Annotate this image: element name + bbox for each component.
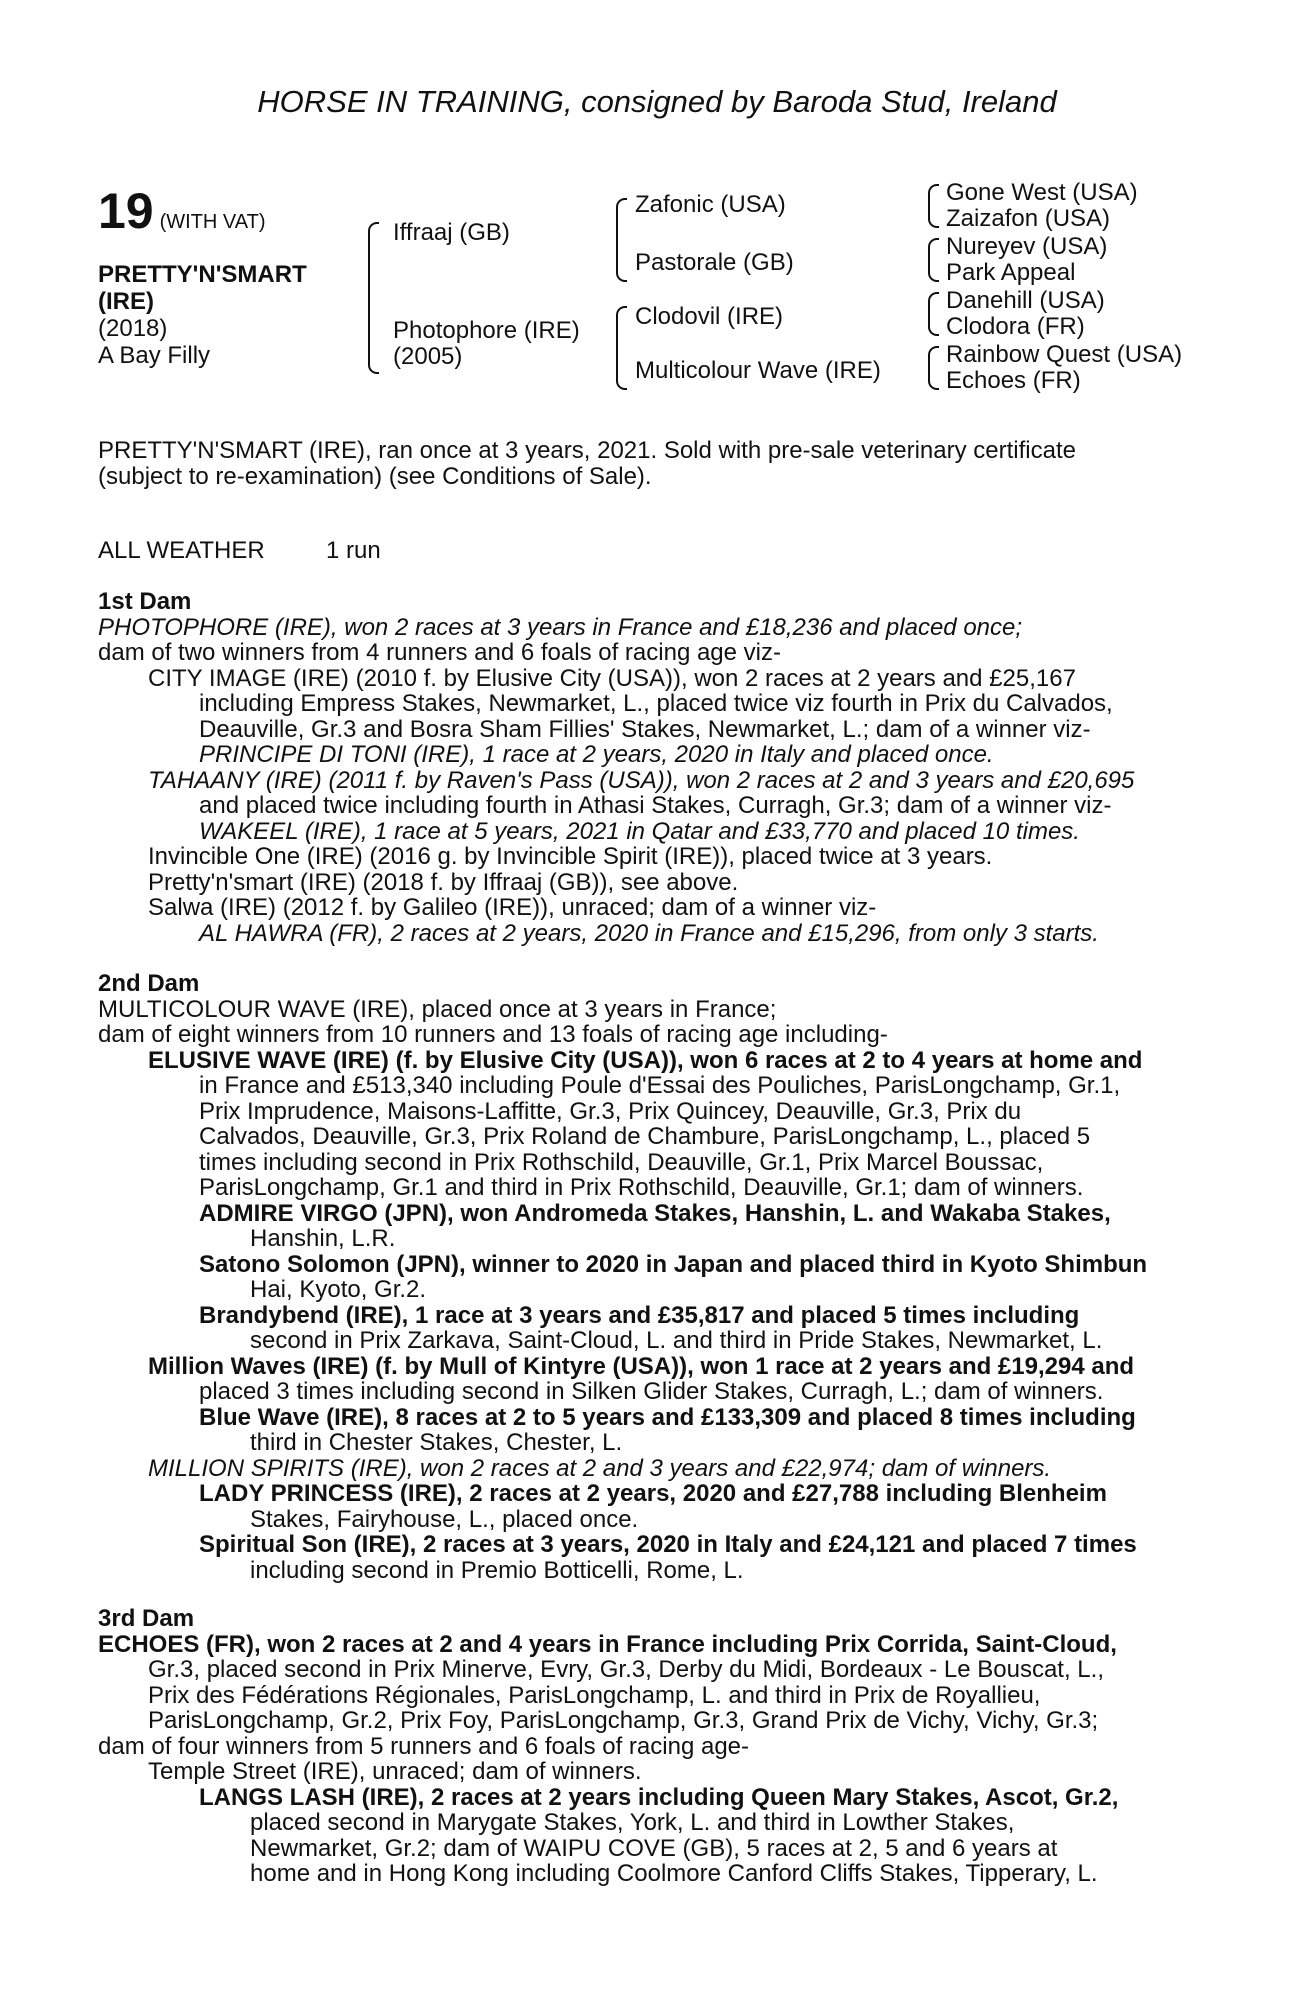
first-dam-line: Invincible One (IRE) (2016 g. by Invincible Spirit (IRE)), placed twice at 3 years.: [148, 843, 993, 870]
first-dam-line: WAKEEL (IRE), 1 race at 5 years, 2021 in Qatar and £33,770 and placed 10 times.: [199, 817, 1080, 845]
pedigree-dds: Rainbow Quest (USA): [946, 341, 1183, 368]
third-dam-section: [98, 1606, 1200, 1887]
pedigree-dsd: Clodora (FR): [946, 313, 1085, 340]
second-dam-line: ELUSIVE WAVE (IRE) (f. by Elusive City (USA)), won 6 races at 2 to 4 years at home and: [148, 1046, 1143, 1074]
second-dam-line: Hanshin, L.R.: [250, 1225, 396, 1252]
first-dam-line: and placed twice including fourth in Athasi Stakes, Curragh, Gr.3; dam of a winner viz-: [199, 792, 1112, 819]
pedigree-sire-dam: Pastorale (GB): [635, 249, 794, 276]
second-dam-line: Satono Solomon (JPN), winner to 2020 in Japan and placed third in Kyoto Shimbun: [199, 1250, 1148, 1278]
third-dam-line: Gr.3, placed second in Prix Minerve, Evry, Gr.3, Derby du Midi, Bordeaux - Le Bouscat, L.,: [148, 1656, 1104, 1683]
third-dam-line: Newmarket, Gr.2; dam of WAIPU COVE (GB), 5 races at 2, 5 and 6 years at: [250, 1834, 1058, 1862]
second-dam-line: Hai, Kyoto, Gr.2.: [250, 1276, 427, 1303]
pedigree-sds: Nureyev (USA): [946, 233, 1108, 260]
second-dam-line: Million Waves (IRE) (f. by Mull of Kintyre (USA)), won 1 race at 2 years and £19,294 and: [148, 1352, 1135, 1380]
lot-number-block: [98, 183, 266, 239]
pedigree-brace-dam: [616, 306, 627, 390]
third-dam-line: ECHOES (FR), won 2 races at 2 and 4 years in France including Prix Corrida, Saint-Cloud,: [98, 1630, 1117, 1658]
first-dam-heading: 1st Dam: [98, 588, 192, 615]
foaling-year: (2018): [98, 315, 168, 342]
pedigree-ddd: Echoes (FR): [946, 367, 1081, 394]
pedigree-dam-sire: Clodovil (IRE): [635, 303, 784, 330]
first-dam-line: Pretty'n'smart (IRE) (2018 f. by Iffraaj (GB)), see above.: [148, 868, 739, 896]
third-dam-line: placed second in Marygate Stakes, York, L. and third in Lowther Stakes,: [250, 1809, 1015, 1836]
pedigree-sss: Gone West (USA): [946, 179, 1138, 206]
second-dam-section: [98, 971, 1200, 1583]
first-dam-line: dam of two winners from 4 runners and 6 foals of racing age viz-: [98, 639, 781, 666]
intro-line-1: PRETTY'N'SMART (IRE), ran once at 3 years, 2021. Sold with pre-sale veterinary certificate: [98, 437, 1076, 464]
second-dam-heading: 2nd Dam: [98, 970, 200, 997]
first-dam-line: PHOTOPHORE (IRE), won 2 races at 3 years in France and £18,236 and placed once;: [98, 613, 1023, 641]
first-dam-line: CITY IMAGE (IRE) (2010 f. by Elusive City (USA)), won 2 races at 2 years and £25,167: [148, 664, 1076, 692]
second-dam-line: MILLION SPIRITS (IRE), won 2 races at 2 and 3 years and £22,974; dam of winners.: [148, 1454, 1052, 1482]
first-dam-line: Salwa (IRE) (2012 f. by Galileo (IRE)), unraced; dam of a winner viz-: [148, 894, 877, 921]
third-dam-line: dam of four winners from 5 runners and 6 foals of racing age-: [98, 1732, 749, 1760]
pedigree-brace-col1: [368, 222, 379, 374]
vat-note: (WITH VAT): [159, 211, 266, 233]
pedigree-brace-dd: [928, 346, 939, 390]
third-dam-line: Prix des Fédérations Régionales, ParisLongchamp, L. and third in Prix de Royallieu,: [148, 1681, 1041, 1709]
second-dam-line: Calvados, Deauville, Gr.3, Prix Roland de Chambure, ParisLongchamp, L., placed 5: [199, 1123, 1091, 1150]
pedigree-brace-sire: [616, 198, 627, 282]
pedigree-sdd: Park Appeal: [946, 259, 1076, 286]
second-dam-line: ParisLongchamp, Gr.1 and third in Prix Rothschild, Deauville, Gr.1; dam of winners.: [199, 1174, 1084, 1201]
third-dam-line: LANGS LASH (IRE), 2 races at 2 years including Queen Mary Stakes, Ascot, Gr.2,: [199, 1783, 1119, 1811]
second-dam-line: LADY PRINCESS (IRE), 2 races at 2 years, 2020 and £27,788 including Blenheim: [199, 1480, 1107, 1507]
pedigree-sire: Iffraaj (GB): [393, 219, 510, 246]
second-dam-line: placed 3 times including second in Silken Glider Stakes, Curragh, L.; dam of winners.: [199, 1378, 1104, 1405]
horse-description: A Bay Filly: [98, 342, 211, 369]
intro-line-2: (subject to re-examination) (see Conditions of Sale).: [98, 463, 652, 490]
second-dam-line: in France and £513,340 including Poule d'Essai des Pouliches, ParisLongchamp, Gr.1,: [199, 1072, 1121, 1099]
record-label: ALL WEATHER: [98, 537, 265, 564]
pedigree-dss: Danehill (USA): [946, 287, 1105, 314]
first-dam-line: including Empress Stakes, Newmarket, L., placed twice viz fourth in Prix du Calvados,: [199, 690, 1113, 717]
first-dam-section: [98, 589, 1200, 946]
second-dam-line: Prix Imprudence, Maisons-Laffitte, Gr.3, Prix Quincey, Deauville, Gr.3, Prix du: [199, 1097, 1022, 1125]
first-dam-line: PRINCIPE DI TONI (IRE), 1 race at 2 years, 2020 in Italy and placed once.: [199, 741, 994, 768]
pedigree-brace-ds: [928, 292, 939, 336]
second-dam-line: including second in Premio Botticelli, Rome, L.: [250, 1556, 744, 1584]
second-dam-line: dam of eight winners from 10 runners and 13 foals of racing age including-: [98, 1021, 888, 1048]
second-dam-line: Spiritual Son (IRE), 2 races at 3 years, 2020 in Italy and £24,121 and placed 7 times: [199, 1531, 1137, 1558]
horse-name-suffix: (IRE): [98, 288, 154, 315]
first-dam-line: Deauville, Gr.3 and Bosra Sham Fillies' Stakes, Newmarket, L.; dam of a winner viz-: [199, 715, 1091, 743]
second-dam-line: ADMIRE VIRGO (JPN), won Andromeda Stakes, Hanshin, L. and Wakaba Stakes,: [199, 1199, 1111, 1227]
second-dam-line: times including second in Prix Rothschild, Deauville, Gr.1, Prix Marcel Boussac,: [199, 1148, 1044, 1176]
second-dam-line: second in Prix Zarkava, Saint-Cloud, L. and third in Pride Stakes, Newmarket, L.: [250, 1327, 1103, 1354]
pedigree-dam-year: (2005): [393, 343, 463, 370]
third-dam-line: home and in Hong Kong including Coolmore Canford Cliffs Stakes, Tipperary, L.: [250, 1860, 1098, 1887]
second-dam-line: Stakes, Fairyhouse, L., placed once.: [250, 1505, 639, 1533]
second-dam-line: MULTICOLOUR WAVE (IRE), placed once at 3 years in France;: [98, 995, 777, 1023]
record-value: 1 run: [326, 537, 381, 564]
third-dam-line: Temple Street (IRE), unraced; dam of winners.: [148, 1758, 642, 1785]
pedigree-sire-sire: Zafonic (USA): [635, 191, 786, 218]
pedigree-dam: Photophore (IRE): [393, 317, 580, 344]
pedigree-brace-sd: [928, 238, 939, 282]
second-dam-line: third in Chester Stakes, Chester, L.: [250, 1429, 623, 1456]
pedigree-ssd: Zaizafon (USA): [946, 205, 1111, 232]
pedigree-dam-dam: Multicolour Wave (IRE): [635, 357, 881, 384]
pedigree-brace-ss: [928, 184, 939, 228]
horse-name: PRETTY'N'SMART: [98, 261, 307, 288]
third-dam-heading: 3rd Dam: [98, 1605, 195, 1632]
second-dam-line: Blue Wave (IRE), 8 races at 2 to 5 years and £133,309 and placed 8 times including: [199, 1403, 1136, 1431]
lot-number: 19: [98, 183, 154, 239]
second-dam-line: Brandybend (IRE), 1 race at 3 years and £35,817 and placed 5 times including: [199, 1301, 1080, 1329]
first-dam-line: AL HAWRA (FR), 2 races at 2 years, 2020 in France and £15,296, from only 3 starts.: [199, 919, 1099, 947]
first-dam-line: TAHAANY (IRE) (2011 f. by Raven's Pass (USA)), won 2 races at 2 and 3 years and £20,695: [148, 766, 1135, 794]
page-header: HORSE IN TRAINING, consigned by Baroda Stud, Ireland: [257, 84, 1057, 119]
third-dam-line: ParisLongchamp, Gr.2, Prix Foy, ParisLongchamp, Gr.3, Grand Prix de Vichy, Vichy, Gr.3;: [148, 1707, 1099, 1734]
